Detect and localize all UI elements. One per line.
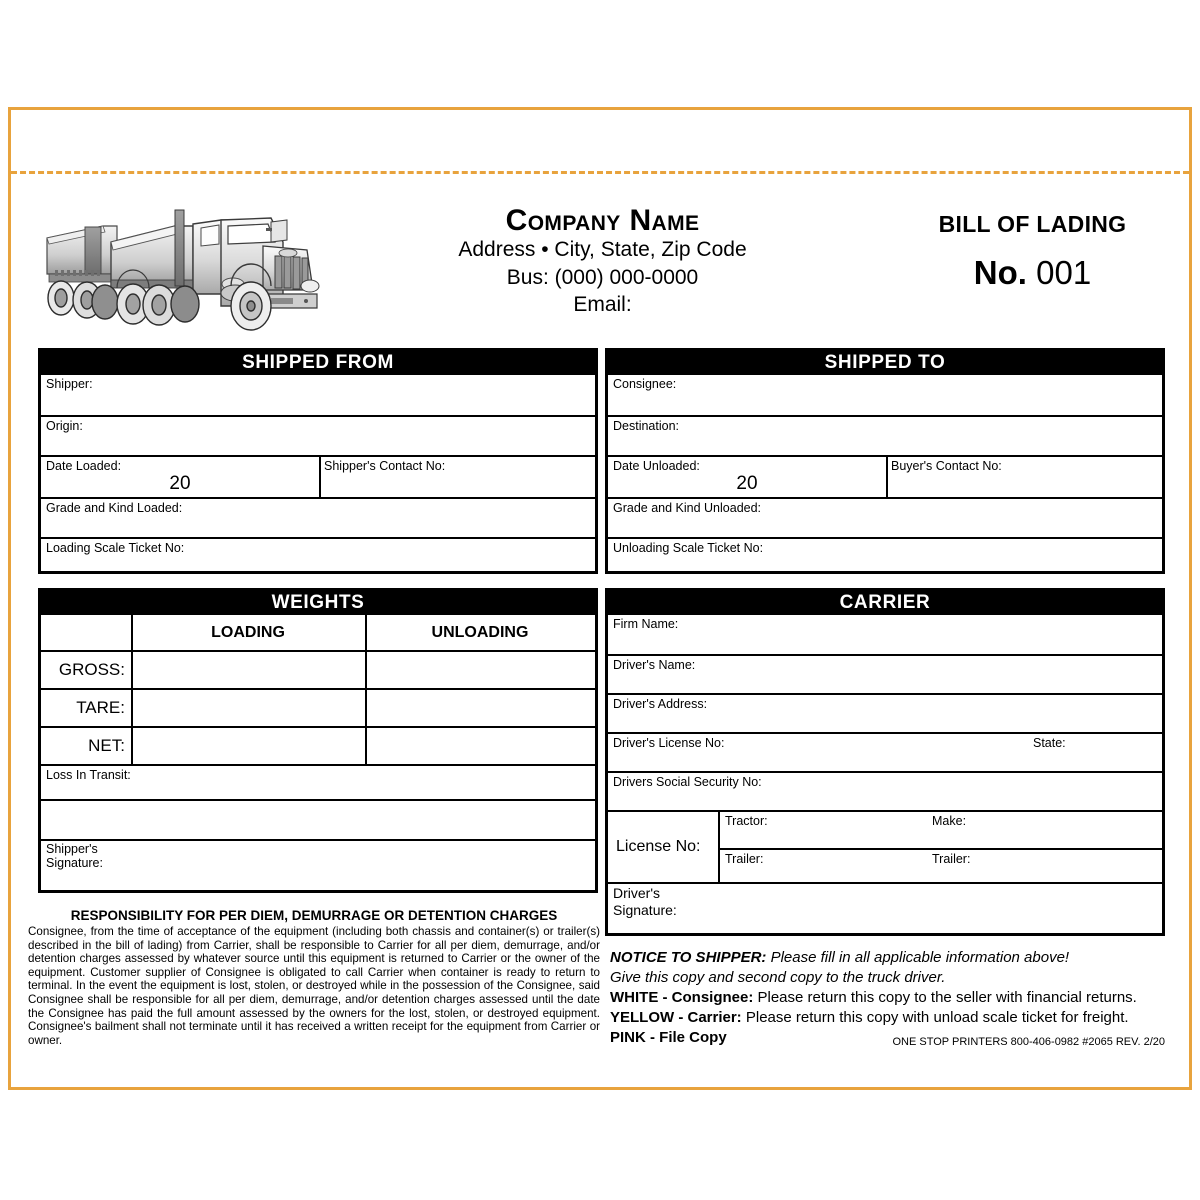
notice-line-1-label: NOTICE TO SHIPPER:: [610, 949, 767, 966]
weights-row-tare[interactable]: [41, 688, 595, 726]
shipped-from-section: [38, 348, 598, 574]
weights-column-headers: [41, 615, 595, 650]
company-email: Email:: [573, 293, 632, 317]
printer-imprint: ONE STOP PRINTERS 800-406-0982 #2065 REV. 2/20: [892, 1036, 1165, 1048]
field-label: Date Loaded:: [46, 459, 122, 473]
field-loss-in-transit[interactable]: [41, 764, 595, 799]
field-label: Shipper:: [46, 377, 93, 391]
field-shipper-signature[interactable]: [41, 839, 595, 884]
field-label: Driver's License No:: [613, 736, 725, 750]
copy-text-yellow: Please return this copy with unload scale ticket for freight.: [741, 1009, 1129, 1026]
field-label: Drivers Social Security No:: [613, 775, 762, 789]
weights-row-gross[interactable]: [41, 650, 595, 688]
perforation-line: [11, 171, 1189, 174]
field-license-no-group[interactable]: [608, 810, 1162, 882]
company-header: [330, 206, 875, 319]
cell-divider: [365, 690, 367, 726]
copy-label-pink: PINK - File Copy: [610, 1029, 727, 1046]
field-destination[interactable]: [608, 415, 1162, 455]
field-driver-signature[interactable]: [608, 882, 1162, 927]
field-label: Grade and Kind Unloaded:: [613, 501, 762, 515]
field-firm-name[interactable]: [608, 615, 1162, 654]
field-label-trailer-1: Trailer:: [725, 852, 764, 866]
field-shipper[interactable]: [41, 375, 595, 415]
copy-label-white: WHITE - Consignee:: [610, 989, 754, 1006]
responsibility-title: RESPONSIBILITY FOR PER DIEM, DEMURRAGE OR DETENTION CHARGES: [70, 908, 558, 923]
weights-row-net[interactable]: [41, 726, 595, 764]
cell-divider: [319, 457, 321, 497]
weights-col-loading: LOADING: [211, 623, 285, 641]
field-consignee[interactable]: [608, 375, 1162, 415]
weights-row-label: TARE:: [76, 698, 125, 717]
driver-signature-line1: Driver's: [613, 885, 661, 901]
driver-signature-line2: Signature:: [613, 902, 677, 918]
notice-line-white: [610, 988, 1170, 1008]
notice-line-1: [610, 948, 1170, 968]
field-loading-scale-ticket[interactable]: [41, 537, 595, 590]
field-label: Driver's Address:: [613, 697, 708, 711]
field-driver-license-no[interactable]: [608, 732, 1162, 771]
field-label: Driver's Name:: [613, 658, 696, 672]
field-label: Loss In Transit:: [46, 768, 131, 782]
field-label: [46, 842, 103, 870]
field-grade-kind-loaded[interactable]: [41, 497, 595, 537]
license-row-tractor[interactable]: [720, 812, 1162, 848]
field-unloading-scale-ticket[interactable]: [608, 537, 1162, 590]
field-label-trailer-2: Trailer:: [932, 852, 971, 866]
cell-divider: [131, 728, 133, 764]
shipped-from-title: SHIPPED FROM: [41, 351, 595, 375]
weights-title: WEIGHTS: [41, 591, 595, 615]
weights-col-unloading: UNLOADING: [431, 623, 529, 641]
field-label: Origin:: [46, 419, 83, 433]
shipper-signature-line1: Shipper's: [46, 842, 98, 856]
field-label-make: Make:: [932, 814, 967, 828]
document-number-prefix: No.: [973, 254, 1027, 291]
document-title: BILL OF LADING: [938, 211, 1127, 237]
field-label: Destination:: [613, 419, 680, 433]
carrier-title: CARRIER: [608, 591, 1162, 615]
field-label-shipper-contact: Shipper's Contact No:: [324, 459, 446, 473]
field-loss-in-transit-continuation[interactable]: [41, 799, 595, 839]
field-origin[interactable]: [41, 415, 595, 455]
field-label: Unloading Scale Ticket No:: [613, 541, 764, 555]
carrier-section: [605, 588, 1165, 936]
dump-truck-illustration: [25, 198, 325, 338]
cell-divider: [886, 457, 888, 497]
cell-divider: [365, 652, 367, 688]
date-loaded-year: 20: [169, 473, 191, 494]
field-label: Firm Name:: [613, 617, 679, 631]
field-driver-address[interactable]: [608, 693, 1162, 732]
field-date-unloaded-row[interactable]: [608, 455, 1162, 497]
document-number: [880, 254, 1185, 292]
shipped-to-title: SHIPPED TO: [608, 351, 1162, 375]
notice-to-shipper-block: [610, 948, 1170, 1048]
field-label: Consignee:: [613, 377, 677, 391]
company-name: Company Name: [505, 204, 700, 237]
cell-divider: [365, 728, 367, 764]
field-grade-kind-unloaded[interactable]: [608, 497, 1162, 537]
document-title-block: [880, 211, 1185, 292]
weights-row-label: NET:: [88, 736, 125, 755]
copy-label-yellow: YELLOW - Carrier:: [610, 1009, 742, 1026]
date-unloaded-year: 20: [736, 473, 758, 494]
field-label-buyer-contact: Buyer's Contact No:: [891, 459, 1002, 473]
weights-section: [38, 588, 598, 893]
notice-line-yellow: [610, 1008, 1170, 1028]
shipped-to-section: [605, 348, 1165, 574]
field-driver-name[interactable]: [608, 654, 1162, 693]
field-label: [613, 885, 677, 919]
notice-line-1-text: Please fill in all applicable information above!: [766, 949, 1070, 966]
license-no-label: License No:: [616, 838, 701, 855]
field-label: Loading Scale Ticket No:: [46, 541, 185, 555]
field-date-loaded-row[interactable]: [41, 455, 595, 497]
weights-row-label: GROSS:: [58, 660, 125, 679]
copy-text-white: Please return this copy to the seller with financial returns.: [753, 989, 1137, 1006]
field-label: Grade and Kind Loaded:: [46, 501, 183, 515]
field-label: Date Unloaded:: [613, 459, 700, 473]
responsibility-block: [28, 908, 600, 1047]
field-driver-ssn[interactable]: [608, 771, 1162, 810]
document-number-value: 001: [1036, 254, 1092, 291]
shipper-signature-line2: Signature:: [46, 856, 103, 870]
notice-line-2: Give this copy and second copy to the truck driver.: [610, 969, 946, 986]
cell-divider: [131, 690, 133, 726]
responsibility-body: Consignee, from the time of acceptance of the equipment (including both chassis and container(s) or trailer(s) described in the bill of lading) from Carrier, shall be responsible to Carrier for all per diem, demurrage, and/or detention charges assessed by whatever source until this equipment is returned to Carrier or the owner of the equipment. Customer supplier of Consignee is obligated to call Carrier when container is ready to return to terminal. In the event the equipment is lost, stolen, or destroyed while in the possession of the Consignee, said Consignee shall be responsible for all per diem, demurrage, and/or detention charges assessed until the date the Consignee has paid the full amount assessed by the owners for the lost, stolen, or destroyed equipment. Consignee's bailment shall not terminate until it has received a written receipt for the equipment from Carrier or owner.: [28, 925, 600, 1047]
field-label-tractor: Tractor:: [725, 814, 768, 828]
company-address: Address • City, State, Zip Code: [458, 238, 747, 261]
field-label-state: State:: [1033, 736, 1066, 750]
cell-divider: [131, 652, 133, 688]
license-row-trailer[interactable]: [720, 848, 1162, 884]
company-phone: Bus: (000) 000-0000: [506, 265, 699, 289]
